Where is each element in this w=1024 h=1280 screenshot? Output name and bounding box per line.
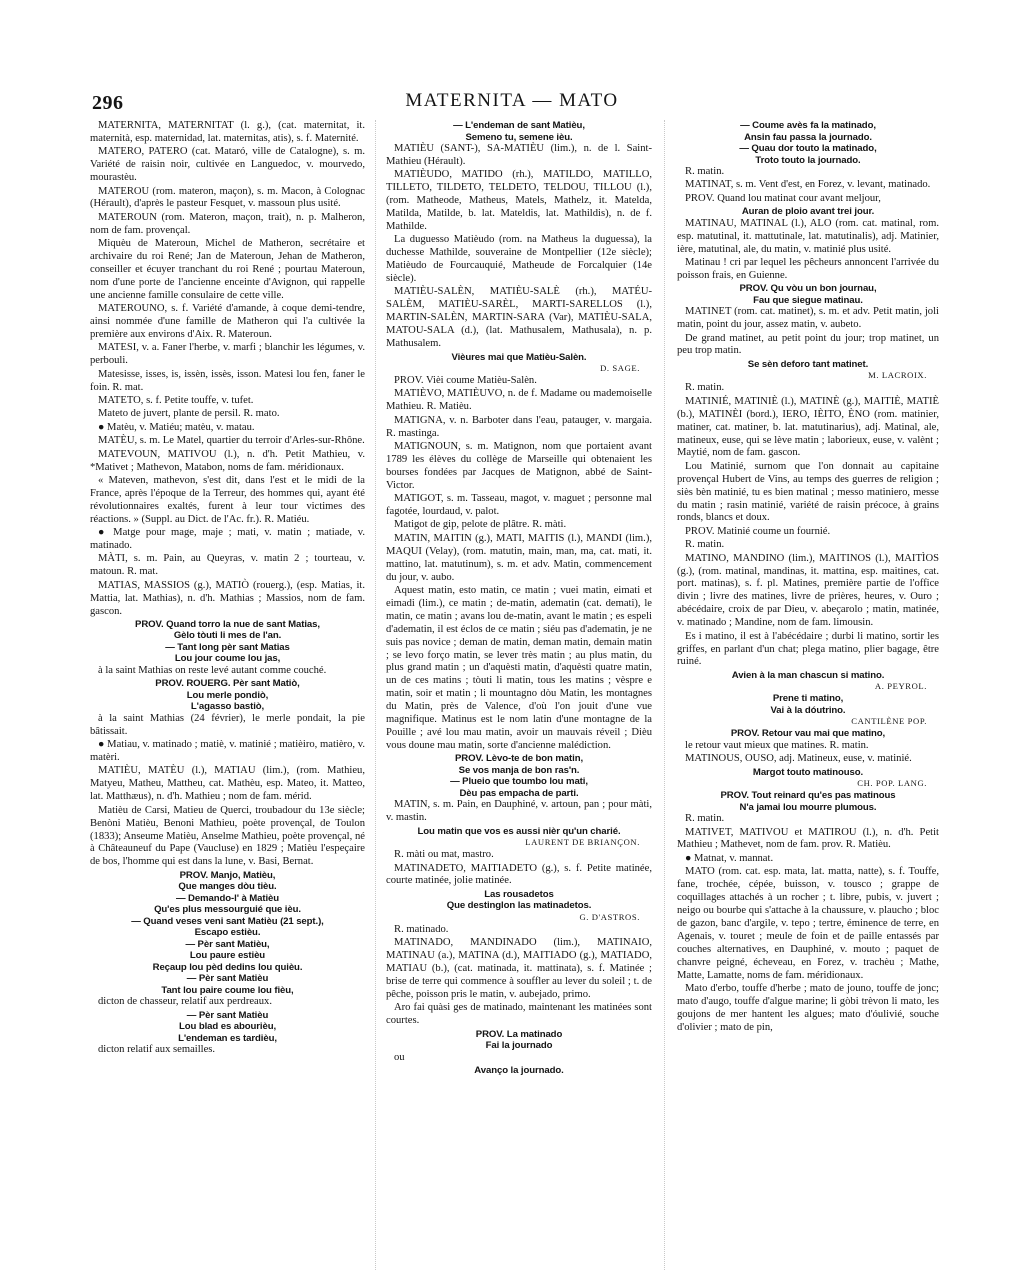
dictionary-entry: MATERO, PATERO (cat. Mataró, ville de Catalogne), s. m. Variété de raisin noir, cultivée en Languedoc, v. mourvedo, mourastèu. bbox=[90, 146, 365, 184]
dictionary-entry: MATIÈU (SANT-), SA-MATIÈU (lim.), n. de l. Saint-Mathieu (Hérault). bbox=[386, 143, 652, 167]
dictionary-entry: dicton de chasseur, relatif aux perdreaux. bbox=[98, 996, 273, 1008]
dictionary-entry: MATINOUS, OUSO, adj. Matineux, euse, v. matinié. bbox=[685, 753, 912, 765]
dictionary-entry: ● Matnat, v. mannat. bbox=[685, 852, 774, 864]
citation-author: G. D'ASTROS. bbox=[579, 911, 640, 922]
proverb-line: Lou paure estièu bbox=[189, 950, 266, 962]
dictionary-entry: MATIÈU, MATÈU (l.), MATIAU (lim.), (rom. Mathieu, Matyeu, Matheu, Mattheu, cat. Mathèu, esp. Mateo, it. Matteo, lat. Matthæus), n. d'h. Mathieu ; nom de fam. mérid. bbox=[90, 765, 365, 803]
dictionary-entry: MATETO, s. f. Petite touffe, v. tufet. bbox=[98, 395, 254, 407]
dictionary-entry: Matigot de gip, pelote de plâtre. R. màti. bbox=[394, 519, 567, 531]
dictionary-entry: MATIGNA, v. n. Barboter dans l'eau, patauger, v. margaia. R. mastinga. bbox=[386, 414, 652, 439]
dictionary-entry: MATIÈVO, MATIÈUVO, n. de f. Madame ou mademoiselle Mathieu. R. Matièu. bbox=[386, 388, 652, 413]
dictionary-entry: MATINET (rom. cat. matinet), s. m. et adv. Petit matin, joli matin, point du jour, assez matin, v. aubeto. bbox=[677, 306, 939, 331]
dictionary-entry: Es i matino, il est à l'abécédaire ; durbi li matino, sortir les griffes, en parlant d'un chat; plega matino, plier bagage, être ruiné. bbox=[677, 630, 939, 668]
proverb-line: — Pèr sant Matièu bbox=[186, 973, 269, 985]
dictionary-entry: Matesisse, isses, is, issèn, issès, isson. Matesi lou fen, faner le foin. R. mat. bbox=[90, 368, 365, 393]
proverb-line: Tant lou paire coume lou fièu, bbox=[161, 984, 294, 996]
dictionary-entry: à la saint Mathias on reste levé autant comme couché. bbox=[98, 664, 327, 676]
dictionary-entry: MATIAS, MASSIOS (g.), MATIÒ (rouerg.), (esp. Matias, it. Mattia, lat. Mathias), n. d'h. Mathias ; Massios, nom de fam. gascon. bbox=[90, 579, 365, 617]
proverb-line: Fau que siegue matinau. bbox=[753, 294, 863, 306]
dictionary-entry: PROV. Vièi coume Matièu-Salèn. bbox=[394, 375, 537, 386]
dictionary-entry: MATINIÉ, MATINIÈ (l.), MATINÈ (g.), MAITIÈ, MATIÈ (b.), MATINÈI (bord.), IERO, IÈITO, ÈNO (rom. matinier, matiner, cat. matiner, b. lat. matutinarius), adj. Matinal, ale, matineux, euse, qui se lève matin ; laborieux, euse, v. valènt ; Maytié, nom de fam. gascon. bbox=[677, 395, 939, 459]
column-right bbox=[677, 120, 939, 1270]
dictionary-entry: à la saint Mathias (24 février), le merle pondait, la pie bâtissait. bbox=[90, 712, 365, 737]
dictionary-entry: La duguesso Matièudo (rom. na Matheus la duguessa), la duchesse Mathilde, souveraine de Montpellier (12e siècle); Matièudo de Fourcauquié, Matheude de Forcalquier (14e siècle). bbox=[386, 234, 652, 285]
dictionary-entry: MATESI, v. a. Faner l'herbe, v. marfi ; blanchir les légumes, v. perbouli. bbox=[90, 342, 365, 367]
proverb-line: — Demando-l' à Matièu bbox=[175, 892, 280, 904]
proverb-line: Que manges dòu tièu. bbox=[178, 881, 277, 893]
proverb-line: Lou merle pondiò, bbox=[186, 689, 269, 701]
proverb-line: Qu'es plus messourguié que ièu. bbox=[154, 904, 301, 916]
proverb-line: Prene ti matino, bbox=[772, 693, 844, 705]
dictionary-entry: ● Matèu, v. Matiéu; matèu, v. matau. bbox=[98, 421, 255, 433]
dictionary-entry: MATIVET, MATIVOU et MATIROU (l.), n. d'h. Petit Mathieu ; Mathevet, nom de fam. prov. R. Matièu. bbox=[677, 826, 939, 851]
dictionary-entry: « Mateven, mathevon, s'est dit, dans l'est et le midi de la France, après l'époque de la Terreur, des hommes qui, ayant été révolutionnaires exaltés, furent à leur tour victimes des réactions. » (Suppl. au Dict. de l'Ac. fr.). R. Matiéu. bbox=[90, 474, 365, 525]
dictionary-entry: R. matin. bbox=[685, 813, 725, 825]
proverb-line: PROV. La matinado bbox=[475, 1028, 563, 1040]
proverb-line: Escapo estièu. bbox=[194, 927, 261, 939]
dictionary-entry: MATEROUN (rom. Materon, maçon, trait), n. p. Malheron, nom de fam. provençal. bbox=[90, 211, 365, 236]
dictionary-entry: De grand matinet, au petit point du jour; trop matinet, un peu trop matin. bbox=[677, 332, 939, 357]
dictionary-entry: le retour vaut mieux que matines. R. matin. bbox=[685, 739, 869, 751]
proverb-line: Fai la journado bbox=[485, 1040, 553, 1052]
citation-author: D. SAGE. bbox=[600, 363, 640, 373]
proverb-line: PROV. Quand torro la nue de sant Matias, bbox=[135, 618, 320, 630]
dictionary-entry: Aquest matin, esto matin, ce matin ; vuei matin, eimati et eimadi (lim.), ce matin ; de-matin, adematin (cat. demati), le matin, ce matin ; avans lou de-matin, avant le matin ; es espeli d'adematin, il est éclos de ce matin ; siéu pas d'adematin, je ne suis pas novice ; deman de matin, deman matin, demain matin ; se levo forço matin, se lever très matin ; au plus matin, du plus grand matin ; un d'aquèsti matin, d'aquèsti quatre matin, un de ces matins ; tòuti li matin, tous les matins ; vèspre e matin, soir et matin ; li mountagno dòu Matin, les montagnes du Matin, près de Valence, d'où l'on jouit d'une vue magnifique. Matinus est le nom latin d'une montagne de la Pouille ; avé lou mau matin, avoir un mauvais réveil ; Dièu vous doune mau matin, sorte d'ancienne malédiction. bbox=[386, 585, 652, 751]
proverb-line: PROV. Tout reinard qu'es pas matinous bbox=[720, 790, 896, 802]
dictionary-entry: PROV. Quand lou matinat cour avant meljour, bbox=[685, 192, 881, 204]
dictionary-entry: MATIGNOUN, s. m. Matignon, nom que portaient avant 1789 les élèves du collège de Marseille qui obtenaient les bourses fondées par Jacques de Matignon, abbé de Saint-Victor. bbox=[386, 441, 652, 491]
proverb-line: Avanço la journado. bbox=[474, 1064, 564, 1076]
proverb-line: Se sèn deforo tant matinet. bbox=[747, 358, 869, 370]
dictionary-entry: MATIN, MAITIN (g.), MATI, MAITIS (l.), MANDI (lim.), MAQUI (Velay), (rom. matutin, main, man, ma, cat. mati, it. mattino, lat. matutinum), s. m. et adv. Matin, commencement du jour, v. aubo. bbox=[386, 532, 652, 583]
dictionary-entry: MATINADETO, MAITIADETO (g.), s. f. Petite matinée, courte matinée, jolie matinée. bbox=[386, 862, 652, 887]
dictionary-entry: MATIÈU-SALÈN, MATIÈU-SALÈ (rh.), MATÉU-SALÈM, MATIÈU-SARÈL, MARTI-SARELLOS (l.), MARTIN-SALÈN, MARTIN-SARA (Var), MATIÈU-SALA, MATOU-SALA (d.), (lat. Mathusalem, Mathusala), n. p. Mathusalem. bbox=[386, 286, 652, 350]
proverb-line: — Quau dor touto la matinado, bbox=[739, 143, 877, 154]
proverb-line: Que destinglon las matinadetos. bbox=[446, 900, 592, 912]
citation-author: CH. POP. LANG. bbox=[857, 778, 927, 789]
proverb-line: Margot touto matinouso. bbox=[752, 766, 864, 778]
proverb-line: Lou matin que vos es aussi nièr qu'un charié. bbox=[417, 825, 621, 837]
dictionary-entry: MATEVOUN, MATIVOU (l.), n. d'h. Petit Mathieu, v. *Mativet ; Mathevon, Matabon, noms de fam. méridionaux. bbox=[90, 448, 365, 473]
proverb-line: Reçaup lou pèd dedins lou quièu. bbox=[152, 961, 303, 973]
citation-author: CANTILÈNE POP. bbox=[851, 716, 927, 727]
proverb-line: PROV. Manjo, Matièu, bbox=[179, 869, 276, 881]
dictionary-entry: MATÈU, s. m. Le Matel, quartier du terroir d'Arles-sur-Rhône. bbox=[98, 435, 365, 447]
dictionary-entry: Matinau ! cri par lequel les pêcheurs annoncent l'arrivée du poisson frais, en Guienne. bbox=[677, 256, 939, 281]
proverb-line: Avien à la man chascun si matino. bbox=[731, 669, 885, 681]
dictionary-entry: R. matin. bbox=[685, 166, 725, 177]
dictionary-entry: R. matinado. bbox=[394, 923, 449, 935]
proverb-line: — Pèr sant Matièu, bbox=[185, 938, 270, 950]
citation-author: A. PEYROL. bbox=[874, 681, 927, 692]
column-rule bbox=[375, 120, 376, 1270]
dictionary-entry: R. matin. bbox=[685, 382, 725, 394]
proverb-line: — L'endeman de sant Matièu, bbox=[453, 120, 585, 131]
dictionary-entry: R. màti ou mat, mastro. bbox=[394, 849, 494, 861]
proverb-line: — Plueio que toumbo lou mati, bbox=[450, 776, 588, 788]
proverb-line: L'endeman es tardièu, bbox=[178, 1032, 277, 1044]
dictionary-entry: MATINO, MANDINO (lim.), MAITINOS (l.), MAITÌOS (g.), (rom. matinal, mandinas, it. mattina, esp. maitines, cat. port. matinas), s. f. pl. Matines, première partie de l'office divin ; livre des matines, livre de prières, heures, v. Ouro ; abécédaire, croix de par Dieu, v. abeçarolo ; matin, matinée, v. matinado ; Mandine, nom de fam. limousin. bbox=[677, 552, 939, 629]
running-head: MATERNITA — MATO bbox=[405, 90, 619, 111]
dictionary-entry: MATEROU (rom. materon, maçon), s. m. Macon, à Colognac (Hérault), d'après le pasteur Fesquet, v. massoun plus usité. bbox=[90, 185, 365, 210]
dictionary-entry: MATEROUNO, s. f. Variété d'amande, à coque demi-tendre, ainsi nommée d'une famille de Matheron qui l'a cultivée la première aux environs d'Aix. R. Materoun. bbox=[90, 303, 365, 340]
dictionary-entry: PROV. Matinié coume un fournié. bbox=[685, 525, 831, 537]
dictionary-entry: MATINAU, MATINAL (l.), ALO (rom. cat. matinal, rom. esp. matutinal, it. mattutinale, lat. matutinalis), adj. Matinier, ière, matutinal, ale, du matin, v. matinié plus usité. bbox=[677, 217, 939, 255]
proverb-line: — Tant long pèr sant Matias bbox=[165, 641, 290, 653]
dictionary-entry: Matièu de Carsi, Matieu de Querci, troubadour du 13e siècle; Benòni Matièu, Benoni Mathieu, poète provençal, de Toulon (1833); Anseume Matièu, Anselme Mathieu, poète provençal, né à Châteauneuf du Pape (Vaucluse) en 1829 ; Matièu l'espeçaire de bos, l'homme qui est dans la lune, v. Basi, Bernat. bbox=[90, 804, 365, 868]
dictionary-entry: Mateto de juvert, plante de persil. R. mato. bbox=[98, 408, 280, 420]
dictionary-entry: ● Matiau, v. matinado ; matiè, v. matinié ; matièiro, matièro, v. matèri. bbox=[90, 739, 365, 764]
citation-author: M. LACROIX. bbox=[868, 370, 927, 381]
proverb-line: Auran de ploio avant trei jour. bbox=[741, 206, 875, 218]
proverb-line: Lou blad es abourièu, bbox=[178, 1021, 277, 1033]
dictionary-entry: Mato d'erbo, touffe d'herbe ; mato de jouno, touffe de jonc; mato d'augo, touffe d'algue marine; li gòbi trèvon li mato, les goujons de mer hantent les algues; mato d'óulivié, souche d'olivier ; mato de pin, bbox=[677, 982, 939, 1033]
dictionary-entry: MATINADO, MANDINADO (lim.), MATINAIO, MATINAU (a.), MATINA (d.), MAITIADO (g.), MATIADO, MATIAU (b.), (cat. matinada, it. mattinata), s. f. Matinée ; brise de terre qui commence à souffler au lever du soleil ; t. de pêche, poisson pris le matin, v. aubejado, primo. bbox=[386, 937, 652, 1000]
proverb-line: PROV. ROUERG. Pèr sant Matiò, bbox=[155, 678, 300, 690]
proverb-line: Las rousadetos bbox=[484, 888, 554, 900]
column-left bbox=[90, 120, 365, 1270]
proverb-line: — Pèr sant Matièu bbox=[186, 1009, 269, 1021]
dictionary-entry: MATERNITA, MATERNITAT (l. g.), (cat. maternitat, it. maternità, esp. maternidad, lat. maternitas, atis), s. f. Maternité. bbox=[90, 120, 365, 144]
proverb-line: Dèu pas empacha de parti. bbox=[459, 787, 579, 799]
dictionary-entry: MATIÈUDO, MATIDO (rh.), MATILDO, MATILLO, TILLETO, TILDETO, TELDETO, TELDOU, TILLOU (l.), (rom. Matheode, Matheus, Matels, Mathelz, it. Matelda, Matilda, Matilde, b. lat. Mateldis, lat. Mathildis), n. de f. Mathilde. bbox=[386, 169, 652, 232]
proverb-line: PROV. Retour vau mai que matino, bbox=[730, 728, 886, 740]
proverb-line: Ansin fau passa la journado. bbox=[744, 131, 872, 143]
dictionary-entry: ● Matge pour mage, maje ; mati, v. matin ; matiade, v. matinado. bbox=[90, 527, 365, 551]
dictionary-entry: MATIN, s. m. Pain, en Dauphiné, v. artoun, pan ; pour màti, v. mastin. bbox=[386, 799, 652, 824]
proverb-line: — Quand veses veni sant Matièu (21 sept.), bbox=[131, 915, 324, 927]
dictionary-entry: R. matin. bbox=[685, 539, 725, 551]
proverb-line: Troto touto la journado. bbox=[755, 154, 861, 166]
dictionary-entry: MATINAT, s. m. Vent d'est, en Forez, v. levant, matinado. bbox=[685, 179, 931, 191]
citation-author: LAURENT DE BRIANÇON. bbox=[525, 837, 640, 848]
column-rule bbox=[664, 120, 665, 1270]
column-middle bbox=[386, 120, 652, 1270]
proverb-line: N'a jamai lou mourre plumous. bbox=[739, 801, 877, 813]
proverb-line: Semeno tu, semene ièu. bbox=[465, 131, 573, 143]
dictionary-entry: ou bbox=[394, 1051, 405, 1063]
dictionary-entry: MÀTI, s. m. Pain, au Queyras, v. matin 2 ; tourteau, v. matoun. R. mat. bbox=[90, 553, 365, 578]
dictionary-entry: dicton relatif aux semailles. bbox=[98, 1044, 216, 1056]
proverb-line: Vai à la dóutrino. bbox=[770, 704, 846, 716]
proverb-line: PROV. Qu vòu un bon journau, bbox=[739, 283, 877, 295]
page-number: 296 bbox=[92, 92, 124, 114]
proverb-line: L'agasso bastiò, bbox=[190, 701, 265, 713]
proverb-line: Vièures mai que Matièu-Salèn. bbox=[451, 351, 587, 363]
dictionary-entry: MATO (rom. cat. esp. mata, lat. matta, natte), s. f. Touffe, fane, trochée, cépée, buisson, v. tousco ; grappe de coquillages attachés à un rocher ; t. libre, pubis, v. juvert ; neigo ou bourbe qui s'attache à la chaussure, v. plaucho ; bloc de gazon, banc d'argile, v. tepo ; tertre, éminence de terre, en Agenais, v. touret ; meule de foin et de paille entassés par couches alternatives, en Dauphiné, v. mouto ; paquet de chanvre peigné, écheveau, en Forez, v. trachèu ; Mathe, Matte, Lamatte, noms de fam. méridionaux. bbox=[677, 866, 939, 981]
proverb-line: — Coume avès fa la matinado, bbox=[740, 120, 876, 131]
dictionary-entry: MATIGOT, s. m. Tasseau, magot, v. maguet ; personne mal fagotée, lourdaud, v. palot. bbox=[386, 493, 652, 518]
proverb-line: Gèlo tòuti li mes de l'an. bbox=[173, 630, 282, 642]
proverb-line: Lou jour coume lou jas, bbox=[174, 653, 281, 665]
dictionary-entry: Aro fai quàsi ges de matinado, maintenant les matinées sont courtes. bbox=[386, 1002, 652, 1027]
proverb-line: PROV. Lèvo-te de bon matin, bbox=[454, 753, 584, 765]
proverb-line: Se vos manja de bon ras'n. bbox=[458, 764, 580, 776]
dictionary-entry: Miquèu de Materoun, Michel de Matheron, secrétaire et archivaire du roi René; Jan de Materoun, Jehan de Matheron, conseiller et écuyer tranchant du roi René ; pourtau Materoun, nom d'une porte de l'ancienne enceinte d'Avignon, qui rappelle une ancienne famille consulaire de cette ville. bbox=[90, 238, 365, 301]
dictionary-entry: Lou Matinié, surnom que l'on donnait au capitaine provençal Hubert de Vins, au temps des guerres de religion ; siès bèn matinié, tu es bien matinal ; messo matiniero, messe du matin ; rasin matinié, variété de raisin précoce, à grains ronds, blancs et doux. bbox=[677, 460, 939, 524]
